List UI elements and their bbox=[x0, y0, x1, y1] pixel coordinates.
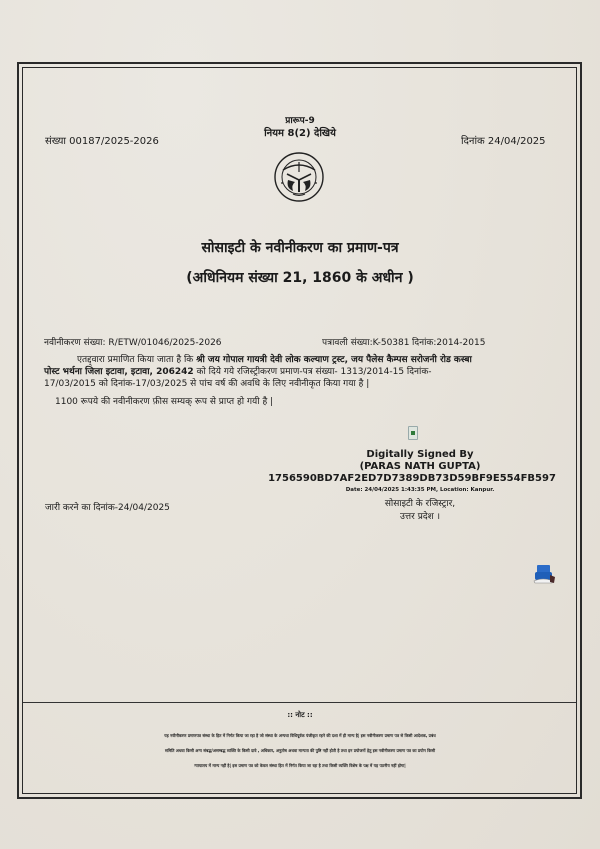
rule-reference: नियम 8(2) देखिये bbox=[264, 128, 336, 139]
note-line-2: समिति अथवा किसी अन्य संबद्ध/असम्बद्ध व्यक्ति के किसी दावे , अधिकार, अनुतोष अथवा मान्यता की पुष्टि नहीं होती है तथा इन प्रयोजनों हेतु इस नवीनीकरण प्रमाण पत्र का प्रयोग किसी bbox=[164, 748, 436, 753]
signer-name: (PARAS NATH GUPTA) bbox=[359, 461, 481, 472]
signed-document-icon[interactable] bbox=[408, 426, 418, 440]
fee-line: 1100 रूपये की नवीनीकरण फ़ीस सम्यक् रूप से प्राप्त हो गयी है | bbox=[55, 397, 274, 407]
file-number: पत्रावली संख्या:K-50381 bbox=[322, 338, 410, 348]
signature-hash: 1756590BD7AF2ED7D7389DB73D59BF9E554FB597 bbox=[268, 473, 556, 484]
file-date: दिनांक:2014-2015 bbox=[412, 338, 486, 348]
printer-icon[interactable] bbox=[531, 563, 557, 585]
note-heading: :: नोट :: bbox=[287, 711, 313, 719]
signature-date-location: Date: 24/04/2025 1:43:35 PM, Location: Kanpur. bbox=[345, 487, 495, 493]
society-address: पोस्ट भर्थना जिला इटावा, इटावा, 206242 bbox=[44, 367, 194, 377]
certificate-date: दिनांक 24/04/2025 bbox=[461, 136, 546, 147]
certification-prefix: एतद्द्वारा प्रमाणित किया जाता है कि bbox=[77, 355, 194, 365]
society-name: श्री जय गोपाल गायत्री देवी लोक कल्याण ट्रस्ट, जय पैलेस कैम्पस सरोजनी रोड कस्बा bbox=[196, 355, 472, 365]
certificate-title: सोसाइटी के नवीनीकरण का प्रमाण-पत्र bbox=[201, 240, 399, 256]
certification-line-3: 17/03/2015 को दिनांक-17/03/2025 से पांच वर्ष की अवधि के लिए नवीनीकृत किया गया है | bbox=[44, 379, 370, 389]
signed-by-label: Digitally Signed By bbox=[366, 449, 474, 460]
note-line-1: यह नवीनीकरण प्रमाणपत्र संस्था के हित में निर्गत किया जा रहा है जो संस्था के अन्यथा विधिपूर्वक पंजीकृत रहने की दशा में ही मान्य है| इस नवीनीकरण प्रमाण पत्र से किसी आदेशक, प्रबंध bbox=[164, 733, 436, 738]
renewal-number: नवीनीकरण संख्या: R/ETW/01046/2025-2026 bbox=[44, 338, 222, 348]
registrar-state: उत्तर प्रदेश । bbox=[400, 512, 440, 522]
registration-reference: को दिये गये रजिस्ट्रीकरण प्रमाण-पत्र संख्या- 1313/2014-15 दिनांक- bbox=[196, 367, 432, 377]
note-line-3: न्यायालय में मान्य नहीं है| इस प्रमाण पत्र को केवल संस्था हित में निर्गत किया जा रहा है तथा किसी व्यक्ति विशेष के पक्ष में यह पठनीय नहीं होगा| bbox=[194, 763, 406, 768]
act-reference: (अधिनियम संख्या 21, 1860 के अधीन ) bbox=[186, 270, 414, 286]
registrar-designation: सोसाइटी के रजिस्ट्रार, bbox=[384, 499, 456, 509]
up-government-emblem-icon bbox=[273, 150, 325, 204]
issue-date: जारी करने का दिनांक-24/04/2025 bbox=[45, 503, 170, 513]
note-separator bbox=[23, 702, 576, 703]
form-number: प्रारूप-9 bbox=[285, 116, 315, 126]
certificate-number: संख्या 00187/2025-2026 bbox=[45, 136, 159, 147]
